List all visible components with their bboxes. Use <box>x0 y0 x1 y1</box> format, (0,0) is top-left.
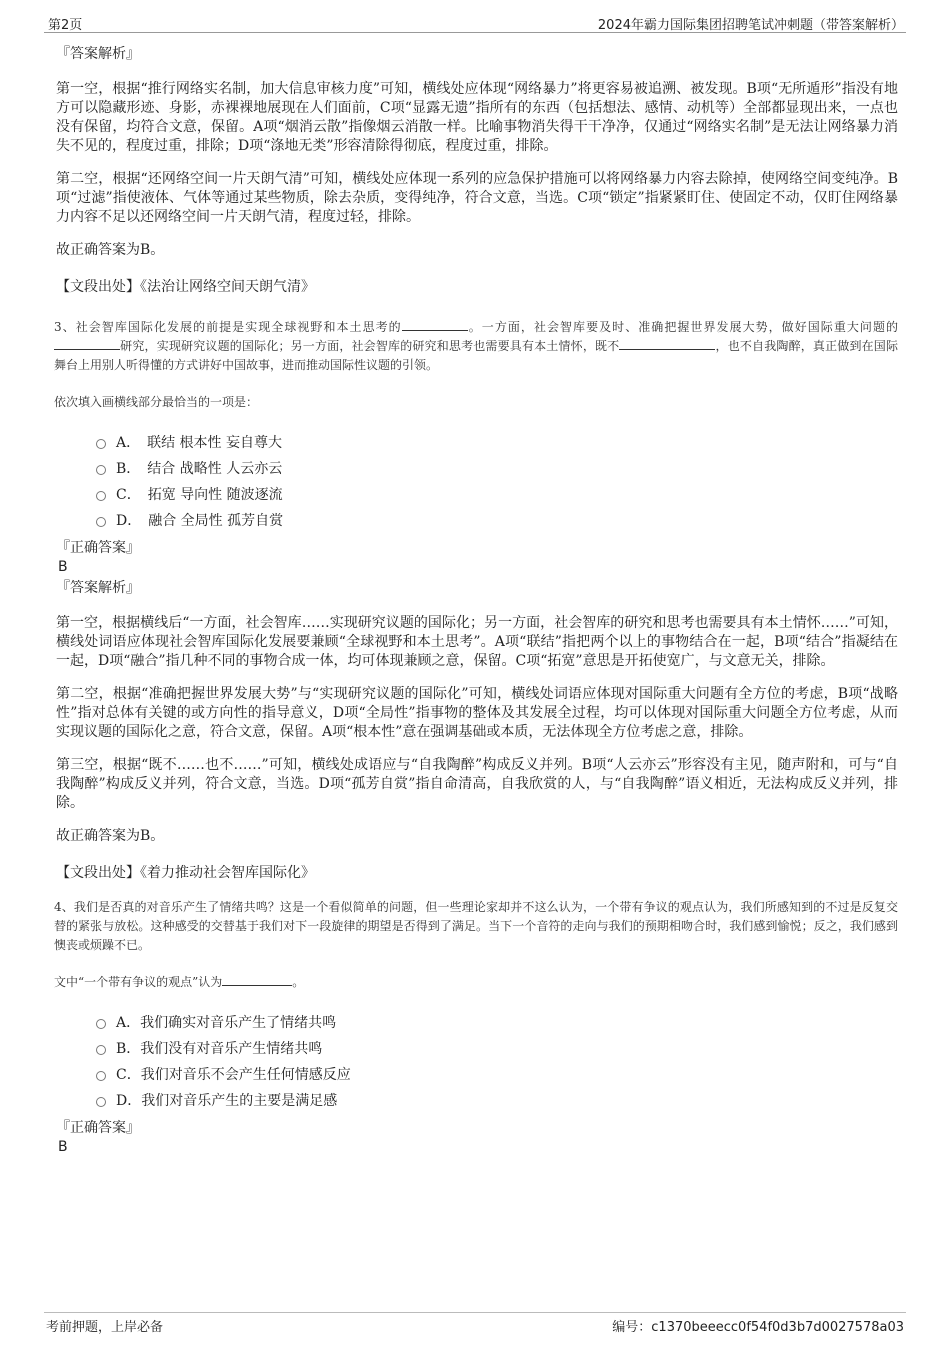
footer-slogan: 考前押题，上岸必备 <box>46 1320 164 1335</box>
document-title: 2024年霸力国际集团招聘笔试冲刺题（带答案解析） <box>597 18 904 33</box>
correct-answer: B <box>58 1139 68 1155</box>
radio-icon[interactable] <box>96 1097 106 1107</box>
radio-icon[interactable] <box>96 439 106 449</box>
conclusion: 故正确答案为B。 <box>56 242 165 258</box>
correct-answer-label: 『正确答案』 <box>56 1120 140 1136</box>
question-4-text: 4、我们是否真的对音乐产生了情绪共鸣？这是一个看似简单的问题，但一些理论家却并不这么认为，一个带有争议的观点认为，我们所感知到的不过是反复交替的紧张与放松。这种感受的交替基于我们对下一段旋律的期望是否得到了满足。当下一个音符的走向与我们的预期相吻合时，我们感到愉悦；反之，我们感到懊丧或烦躁不已。 <box>54 900 898 952</box>
passage-source: 【文段出处】《着力推动社会智库国际化》 <box>56 865 315 881</box>
option-c[interactable]: C． 拓宽 导向性 随波逐流 <box>96 482 898 508</box>
blank-3 <box>619 337 715 350</box>
option-b[interactable]: B．我们没有对音乐产生情绪共鸣 <box>96 1036 898 1062</box>
question-3-prompt: 依次填入画横线部分最恰当的一项是： <box>54 395 259 409</box>
analysis-paragraph: 第二空，根据“准确把握世界发展大势”与“实现研究议题的国际化”可知，横线处词语应体现对国际重大问题有全方位的考虑，B项“战略性”指对总体有关键的或方向性的指导意义，D项“全局性”指事物的整体及其发展全过程，均可以体现对国际重大问题全方位考虑，从而实现议题的国际化之意，符合文意，保留。A项“根本性”意在强调基础或本质，无法体现全方位考虑之意，排除。 <box>56 686 898 740</box>
page-footer <box>44 1312 906 1335</box>
conclusion: 故正确答案为B。 <box>56 828 165 844</box>
page-header <box>44 10 906 33</box>
blank-1 <box>222 973 292 986</box>
page-content <box>56 36 898 1156</box>
option-d[interactable]: D．我们对音乐产生的主要是满足感 <box>96 1088 898 1114</box>
option-a[interactable]: A．我们确实对音乐产生了情绪共鸣 <box>96 1010 898 1036</box>
question-4-options <box>96 1010 898 1114</box>
option-b[interactable]: B． 结合 战略性 人云亦云 <box>96 456 898 482</box>
analysis-label: 『答案解析』 <box>56 580 140 596</box>
radio-icon[interactable] <box>96 1045 106 1055</box>
analysis-label: 『答案解析』 <box>56 46 140 62</box>
question-3-text: 3、社会智库国际化发展的前提是实现全球视野和本土思考的 。一方面，社会智库要及时、准确把握世界发展大势，做好国际重大问题的研究，实现研究议题的国际化；另一方面，社会智库的研究和思考也需要具有本土情怀，既不 ，也不自我陶醉，真正做到在国际舞台上用别人听得懂的方式讲好中国故事，进而推动国际性议题的引领。 <box>54 320 898 372</box>
question-3-options <box>96 430 898 534</box>
radio-icon[interactable] <box>96 1071 106 1081</box>
radio-icon[interactable] <box>96 465 106 475</box>
blank-2 <box>54 337 120 350</box>
option-d[interactable]: D． 融合 全局性 孤芳自赏 <box>96 508 898 534</box>
blank-1 <box>402 318 468 331</box>
correct-answer: B <box>58 559 68 575</box>
analysis-paragraph: 第一空，根据横线后“一方面，社会智库……实现研究议题的国际化；另一方面，社会智库的研究和思考也需要具有本土情怀……”可知，横线处词语应体现社会智库国际化发展要兼顾“全球视野和本土思考”。A项“联结”指把两个以上的事物结合在一起，B项“结合”指凝结在一起，D项“融合”指几种不同的事物合成一体，均可体现兼顾之意，保留。C项“拓宽”意思是开拓使宽广，与文意无关，排除。 <box>56 615 898 669</box>
question-4-prompt: 文中“一个带有争议的观点”认为 。 <box>54 975 305 989</box>
passage-source: 【文段出处】《法治让网络空间天朗气清》 <box>56 279 315 295</box>
document-serial: 编号：c1370beeecc0f54f0d3b7d0027578a03 <box>612 1320 904 1335</box>
option-c[interactable]: C．我们对音乐不会产生任何情感反应 <box>96 1062 898 1088</box>
option-a[interactable]: A． 联结 根本性 妄自尊大 <box>96 430 898 456</box>
radio-icon[interactable] <box>96 517 106 527</box>
radio-icon[interactable] <box>96 491 106 501</box>
radio-icon[interactable] <box>96 1019 106 1029</box>
analysis-paragraph: 第二空，根据“还网络空间一片天朗气清”可知，横线处应体现一系列的应急保护措施可以将网络暴力内容去除掉，使网络空间变纯净。B项“过滤”指使液体、气体等通过某些物质，除去杂质，变得纯净，符合文意，当选。C项“锁定”指紧紧盯住、使固定不动，仅盯住网络暴力内容不足以还网络空间一片天朗气清，程度过轻，排除。 <box>56 171 898 225</box>
analysis-paragraph: 第一空，根据“推行网络实名制，加大信息审核力度”可知，横线处应体现“网络暴力”将更容易被追溯、被发现。B项“无所遁形”指没有地方可以隐藏形迹、身影，赤裸裸地展现在人们面前，C项“显露无遗”指所有的东西（包括想法、感情、动机等）全部都显现出来，一点也没有保留，均符合文意，保留。A项“烟消云散”指像烟云消散一样。比喻事物消失得干干净净，仅通过“网络实名制”是无法让网络暴力消失不见的，程度过重，排除；D项“涤地无类”形容清除得彻底，程度过重，排除。 <box>56 81 898 154</box>
page-number: 第2页 <box>48 18 83 33</box>
correct-answer-label: 『正确答案』 <box>56 540 140 556</box>
analysis-paragraph: 第三空，根据“既不……也不……”可知，横线处成语应与“自我陶醉”构成反义并列。B项“人云亦云”形容没有主见，随声附和，可与“自我陶醉”构成反义并列，符合文意，当选。D项“孤芳自赏”指自命清高，自我欣赏的人，与“自我陶醉”语义相近，无法构成反义并列，排除。 <box>56 757 898 811</box>
